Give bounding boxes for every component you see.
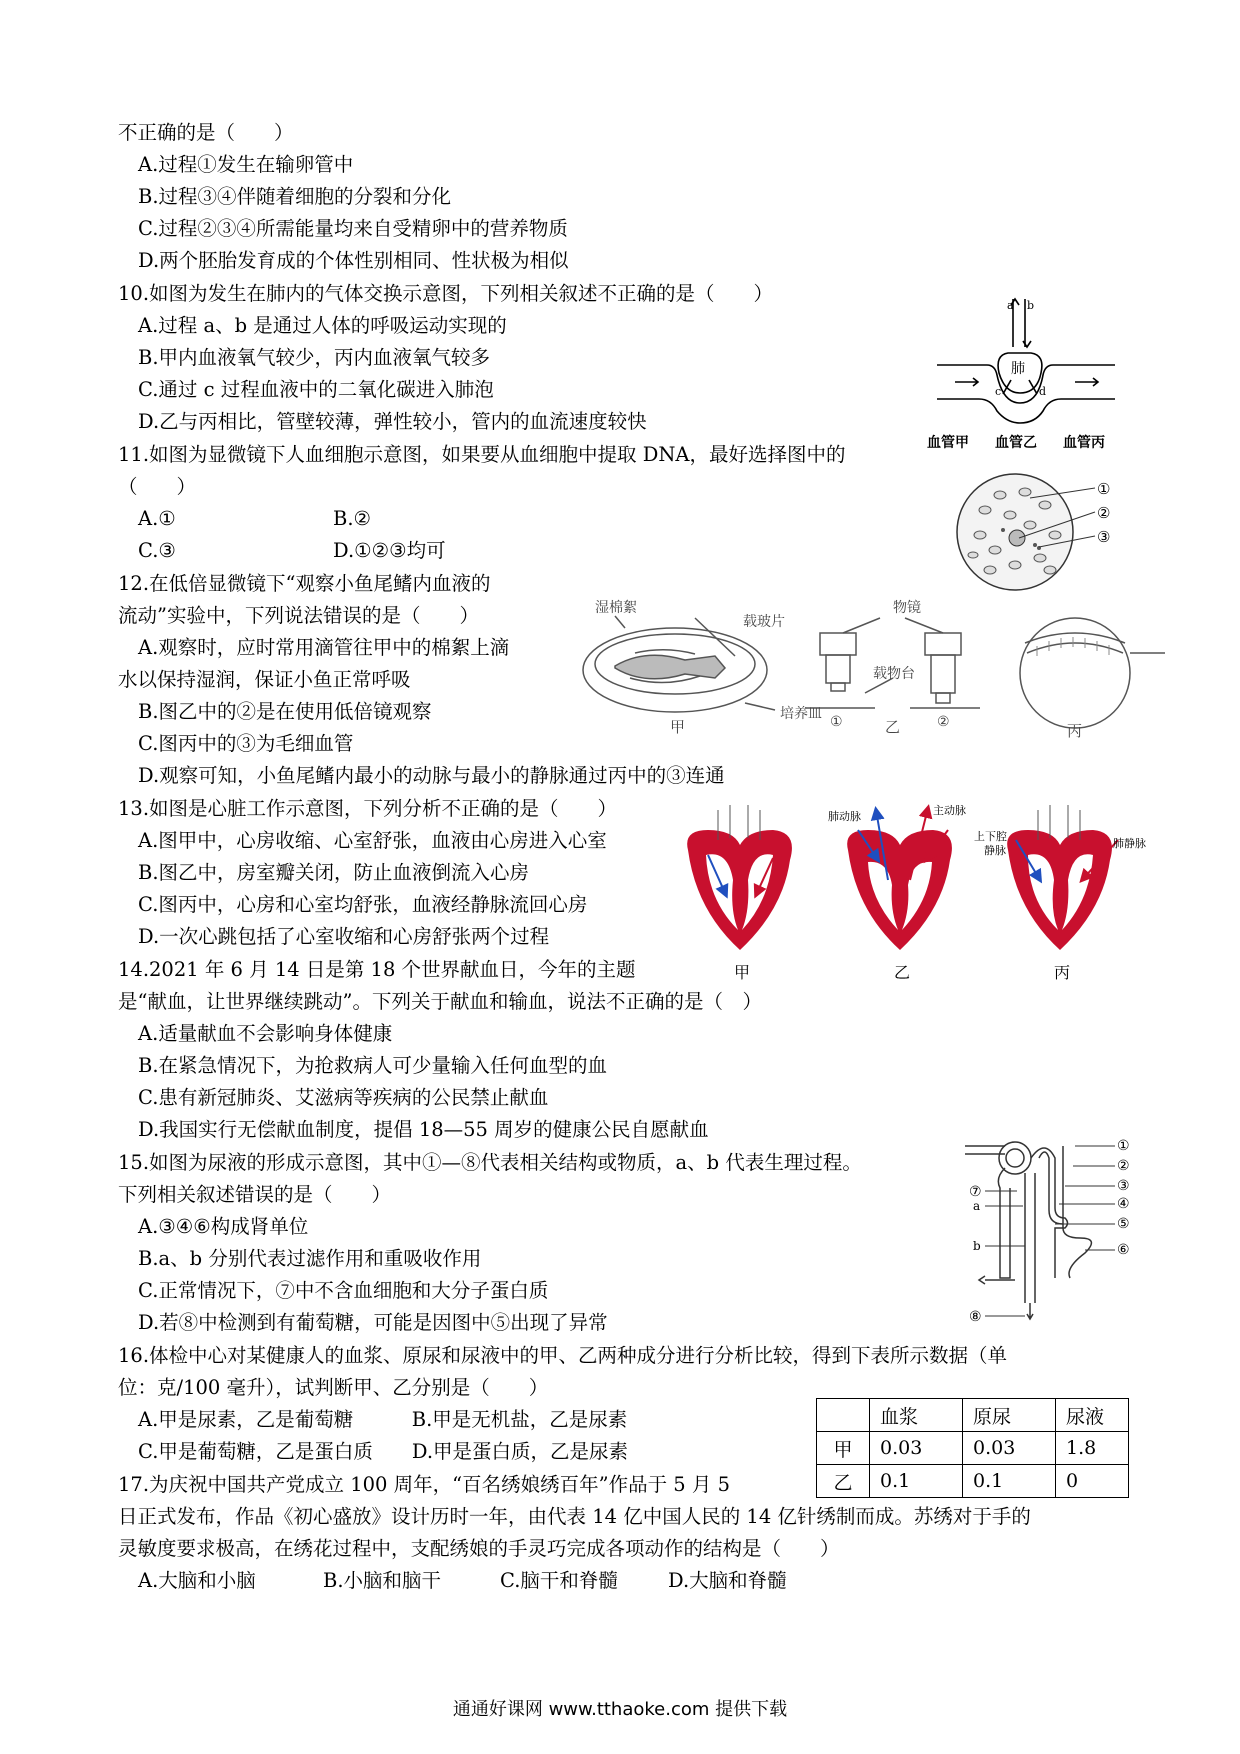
label-3: ③	[1117, 1178, 1130, 1194]
label-d: d	[1039, 385, 1047, 398]
q11-option-a: A.①	[138, 507, 176, 530]
label-8: ⑧	[969, 1309, 982, 1325]
label-1: ①	[1117, 1138, 1130, 1154]
q15-stem-line2: 下列相关叙述错误的是（ ）	[118, 1183, 392, 1206]
label-vessel-bing: 血管丙	[1063, 435, 1105, 451]
label-n2: ②	[937, 714, 950, 730]
q14-option-d: D.我国实行无偿献血制度，提倡 18—55 周岁的健康公民自愿献血	[138, 1118, 709, 1141]
q12-stem-line1: 12.在低倍显微镜下“观察小鱼尾鳍内血液的	[118, 572, 491, 595]
q17-stem-line3: 灵敏度要求极高，在绣花过程中，支配绣娘的手灵巧完成各项动作的结构是（ ）	[118, 1537, 840, 1560]
q9-option-b: B.过程③④伴随着细胞的分裂和分化	[138, 185, 452, 208]
q16-data-table	[816, 1398, 1129, 1498]
label-lung: 肺	[1011, 361, 1025, 377]
label-2: ②	[1117, 1158, 1130, 1174]
label-jia: 甲	[670, 718, 686, 736]
table-cell	[817, 1399, 870, 1432]
q14-stem-line1: 14.2021 年 6 月 14 日是第 18 个世界献血日，今年的主题	[118, 958, 636, 981]
q17-option-d: D.大脑和脊髓	[668, 1569, 787, 1592]
q9-option-c: C.过程②③④所需能量均来自受精卵中的营养物质	[138, 217, 568, 240]
q15-stem-line1: 15.如图为尿液的形成示意图，其中①—⑧代表相关结构或物质，a、b 代表生理过程。	[118, 1151, 862, 1174]
q11-option-d: D.①②③均可	[333, 539, 446, 562]
table-cell: 0	[1056, 1465, 1129, 1498]
page-footer: 通通好课网 www.tthaoke.com 提供下载	[452, 1699, 788, 1720]
q16-stem-line2: 位：克/100 毫升），试判断甲、乙分别是（ ）	[118, 1376, 549, 1399]
label-c: c	[995, 385, 1002, 398]
blood-cells-figure	[955, 470, 1130, 595]
q12-option-c: C.图丙中的③为毛细血管	[138, 732, 354, 755]
label-jia: 甲	[734, 963, 751, 982]
q14-option-c: C.患有新冠肺炎、艾滋病等疾病的公民禁止献血	[138, 1086, 549, 1109]
fish-tail-experiment-figure	[575, 598, 1140, 738]
label-bing: 丙	[1067, 722, 1083, 740]
label-5: ⑤	[1117, 1216, 1130, 1232]
label-vessel-jia: 血管甲	[927, 435, 969, 451]
heart-jia	[687, 805, 792, 950]
heart-bing	[1007, 805, 1118, 950]
heart-yi	[847, 808, 952, 950]
q10-option-a: A.过程 a、b 是通过人体的呼吸运动实现的	[138, 314, 507, 337]
q10-option-b: B.甲内血液氧气较少，丙内血液氧气较多	[138, 346, 491, 369]
label-6: ⑥	[1117, 1242, 1130, 1258]
label-yi: 乙	[885, 718, 901, 736]
q16-options-cd: C.甲是葡萄糖，乙是蛋白质 D.甲是蛋白质，乙是尿素	[138, 1440, 629, 1463]
q13-option-c: C.图丙中，心房和心室均舒张，血液经静脉流回心房	[138, 893, 588, 916]
q14-stem-line2: 是“献血，让世界继续跳动”。下列关于献血和输血，说法不正确的是（ ）	[118, 990, 762, 1013]
label-3: ③	[1097, 528, 1111, 546]
q9-option-a: A.过程①发生在输卵管中	[138, 153, 354, 176]
q12-option-a-line2: 水以保持湿润，保证小鱼正常呼吸	[118, 668, 411, 691]
q17-option-c: C.脑干和脊髓	[500, 1569, 618, 1592]
q15-option-a: A.③④⑥构成肾单位	[138, 1215, 309, 1238]
table-cell: 0.1	[870, 1465, 963, 1498]
table-cell: 1.8	[1056, 1432, 1129, 1465]
q11-paren: （ ）	[118, 475, 197, 498]
q13-option-d: D.一次心跳包括了心室收缩和心房舒张两个过程	[138, 925, 550, 948]
q13-stem: 13.如图是心脏工作示意图，下列分析不正确的是（ ）	[118, 797, 618, 820]
label-slide: 载玻片	[743, 614, 785, 630]
q15-option-b: B.a、b 分别代表过滤作用和重吸收作用	[138, 1247, 482, 1270]
label-vena-cava-2: 静脉	[984, 844, 1006, 857]
q17-stem-line1: 17.为庆祝中国共产党成立 100 周年，“百名绣娘绣百年”作品于 5 月 5	[118, 1473, 730, 1496]
q14-option-b: B.在紧急情况下，为抢救病人可少量输入任何血型的血	[138, 1054, 608, 1077]
q11-option-c: C.③	[138, 539, 176, 562]
q15-option-c: C.正常情况下，⑦中不含血细胞和大分子蛋白质	[138, 1279, 549, 1302]
label-b: b	[1027, 299, 1035, 312]
label-dish: 培养皿	[780, 706, 822, 722]
table-header: 尿液	[1056, 1399, 1129, 1432]
q17-stem-line2: 日正式发布，作品《初心盛放》设计历时一年，由代表 14 亿中国人民的 14 亿针绣制而成。苏绣对于手的	[118, 1505, 1031, 1528]
q10-stem: 10.如图为发生在肺内的气体交换示意图，下列相关叙述不正确的是（ ）	[118, 282, 774, 305]
q13-option-a: A.图甲中，心房收缩、心室舒张，血液由心房进入心室	[138, 829, 607, 852]
q17-option-b: B.小脑和脑干	[323, 1569, 442, 1592]
table-cell: 0.03	[963, 1432, 1056, 1465]
label-b: b	[973, 1239, 981, 1253]
q16-options-ab: A.甲是尿素，乙是葡萄糖 B.甲是无机盐，乙是尿素	[138, 1408, 628, 1431]
table-cell: 0.03	[870, 1432, 963, 1465]
label-aorta: 主动脉	[933, 804, 966, 817]
label-objective: 物镜	[893, 600, 921, 616]
q16-stem-line1: 16.体检中心对某健康人的血浆、原尿和尿液中的甲、乙两种成分进行分析比较，得到下表所示数据（单	[118, 1344, 1008, 1367]
label-vessel-yi: 血管乙	[995, 435, 1037, 451]
label-7: ⑦	[969, 1184, 982, 1200]
q15-option-d: D.若⑧中检测到有葡萄糖，可能是因图中⑤出现了异常	[138, 1311, 608, 1334]
q13-option-b: B.图乙中，房室瓣关闭，防止血液倒流入心房	[138, 861, 530, 884]
urine-formation-figure	[955, 1128, 1135, 1338]
label-1: ①	[1097, 480, 1111, 498]
label-a: a	[1007, 299, 1014, 312]
label-stage: 载物台	[873, 666, 915, 682]
heart-working-figure	[678, 800, 1146, 985]
label-2: ②	[1097, 504, 1111, 522]
table-header-row	[817, 1399, 1129, 1432]
table-row	[817, 1432, 1129, 1465]
q9-stem-tail: 不正确的是（ ）	[118, 121, 294, 144]
q12-option-d: D.观察可知，小鱼尾鳍内最小的动脉与最小的静脉通过丙中的③连通	[138, 764, 725, 787]
q12-stem-line2: 流动”实验中，下列说法错误的是（ ）	[118, 604, 479, 627]
q9-option-d: D.两个胚胎发育成的个体性别相同、性状极为相似	[138, 249, 569, 272]
q11-stem: 11.如图为显微镜下人血细胞示意图，如果要从血细胞中提取 DNA，最好选择图中的	[118, 443, 846, 466]
q17-option-a: A.大脑和小脑	[138, 1569, 256, 1592]
label-pulmonary-artery: 肺动脉	[828, 810, 861, 823]
table-cell: 0.1	[963, 1465, 1056, 1498]
q11-option-b: B.②	[333, 507, 372, 530]
q10-option-c: C.通过 c 过程血液中的二氧化碳进入肺泡	[138, 378, 494, 401]
table-row	[817, 1465, 1129, 1498]
q14-option-a: A.适量献血不会影响身体健康	[138, 1022, 393, 1045]
label-cotton: 湿棉絮	[595, 600, 637, 616]
q12-option-a-line1: A.观察时，应时常用滴管往甲中的棉絮上滴	[138, 636, 510, 659]
label-a: a	[973, 1199, 981, 1213]
table-cell: 乙	[817, 1465, 870, 1498]
q12-option-b: B.图乙中的②是在使用低倍镜观察	[138, 700, 432, 723]
label-yi: 乙	[894, 963, 911, 982]
q10-option-d: D.乙与丙相比，管壁较薄，弹性较小，管内的血流速度较快	[138, 410, 647, 433]
lung-gas-exchange-figure	[925, 295, 1125, 455]
label-n1: ①	[830, 714, 843, 730]
table-cell: 甲	[817, 1432, 870, 1465]
table-header: 血浆	[870, 1399, 963, 1432]
label-4: ④	[1117, 1196, 1130, 1212]
table-header: 原尿	[963, 1399, 1056, 1432]
label-pulmonary-vein: 肺静脉	[1113, 837, 1146, 850]
label-vena-cava-1: 上下腔	[974, 830, 1007, 843]
label-bing: 丙	[1054, 963, 1071, 982]
